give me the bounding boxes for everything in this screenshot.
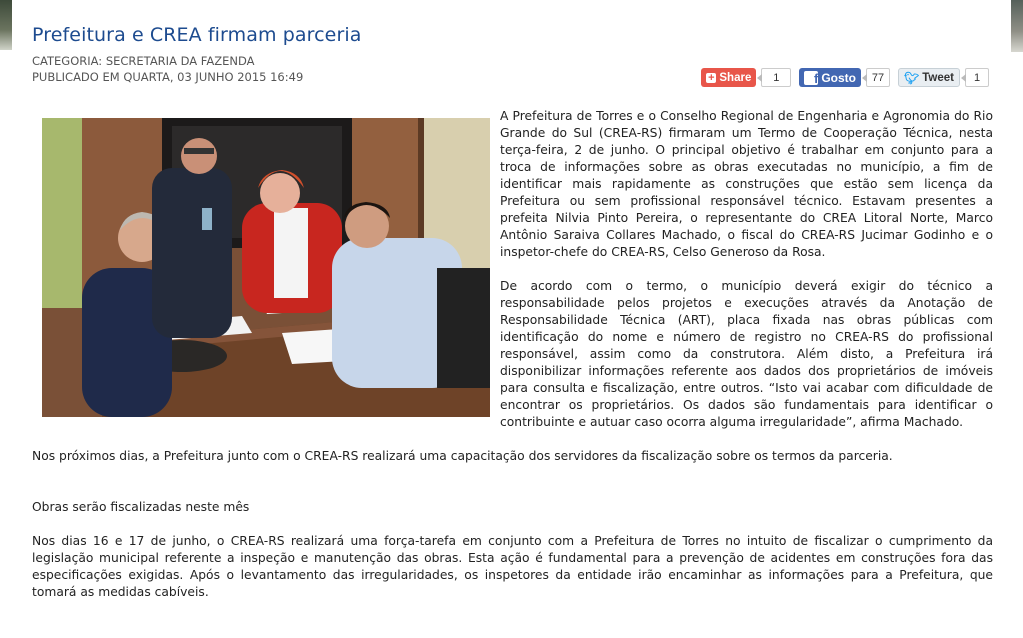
paragraph-spacer — [32, 482, 993, 499]
facebook-like-count: 77 — [866, 68, 890, 87]
article-paragraph-4: Nos dias 16 e 17 de junho, o CREA-RS realizará uma força-tarefa em conjunto com a Prefeitura de Torres no intuito de fiscalizar o cumprimento da legislação municipal referente a inspeção e manutenção das obras. Esta ação é fundamental para a prevenção de acidentes em construções fora das especificações exigidas. Após o levantamento das irregularidades, os inspetores da entidade irão encaminhar as informações para a Prefeitura, que tomará as medidas cabíveis. — [32, 534, 993, 599]
tweet-button-label: Tweet — [922, 71, 954, 84]
background-edge-left — [0, 0, 12, 50]
plus-icon: + — [708, 71, 715, 84]
article-paragraph-2: De acordo com o termo, o município deverá exigir do técnico a responsabilidade pelos projetos e execuções através da Anotação de Responsabilidade Técnica (ART), placa fixada nas obras públicas com identificação do nome e número de registro no CREA-RS do profissional responsável, assim como da construtora. Além disto, a Prefeitura irá disponibilizar informações referente aos dados dos proprietários de imóveis para consulta e fiscalização, entre outros. “Isto vai acabar com dificuldade de encontrar os proprietários. Os dados são fundamentais para identificar o contribuinte e autuar caso ocorra alguma irregularidade”, afirma Machado. — [500, 279, 993, 429]
article-title[interactable]: Prefeitura e CREA firmam parceria — [32, 24, 362, 46]
article-paragraph-3: Nos próximos dias, a Prefeitura junto com o CREA-RS realizará uma capacitação dos servidores da fiscalização sobre os termos da parceria. — [32, 449, 893, 463]
facebook-icon: f — [804, 71, 818, 85]
background-edge-right — [1011, 0, 1023, 52]
tweet-count: 1 — [965, 68, 989, 87]
article-category: CATEGORIA: SECRETARIA DA FAZENDA — [32, 54, 255, 68]
facebook-like-button[interactable] — [799, 68, 861, 87]
share-button-label: Share — [719, 71, 752, 84]
article-published-date: PUBLICADO EM QUARTA, 03 JUNHO 2015 16:49 — [32, 70, 304, 84]
article-photo — [42, 118, 490, 417]
article-body — [32, 108, 993, 618]
article-subheading: Obras serão fiscalizadas neste mês — [32, 500, 250, 514]
share-count: 1 — [761, 68, 791, 87]
share-button[interactable] — [701, 68, 756, 87]
social-share-bar — [701, 68, 989, 87]
facebook-like-label: Gosto — [821, 70, 857, 85]
article-paragraph-1: A Prefeitura de Torres e o Conselho Regional de Engenharia e Agronomia do Rio Grande do Sul (CREA-RS) firmaram um Termo de Cooperação Técnica, nesta terça-feira, 2 de junho. O principal objetivo é trabalhar em conjunto para a troca de informações sobre as obras executadas no município, a fim de identificar mais rapidamente as construções que estão sem licença da Prefeitura ou sem profissional responsável técnico. Estavam presentes a prefeita Nilvia Pinto Pereira, o representante do CREA Litoral Norte, Marco Antônio Saraiva Collares Machado, o fiscal do CREA-RS Jucimar Godinho e o inspetor-chefe do CREA-RS, Celso Generoso da Rosa. — [500, 109, 993, 259]
article-container — [32, 0, 993, 599]
twitter-bird-icon: 🐦︎ — [904, 70, 920, 85]
tweet-button[interactable] — [898, 68, 960, 87]
